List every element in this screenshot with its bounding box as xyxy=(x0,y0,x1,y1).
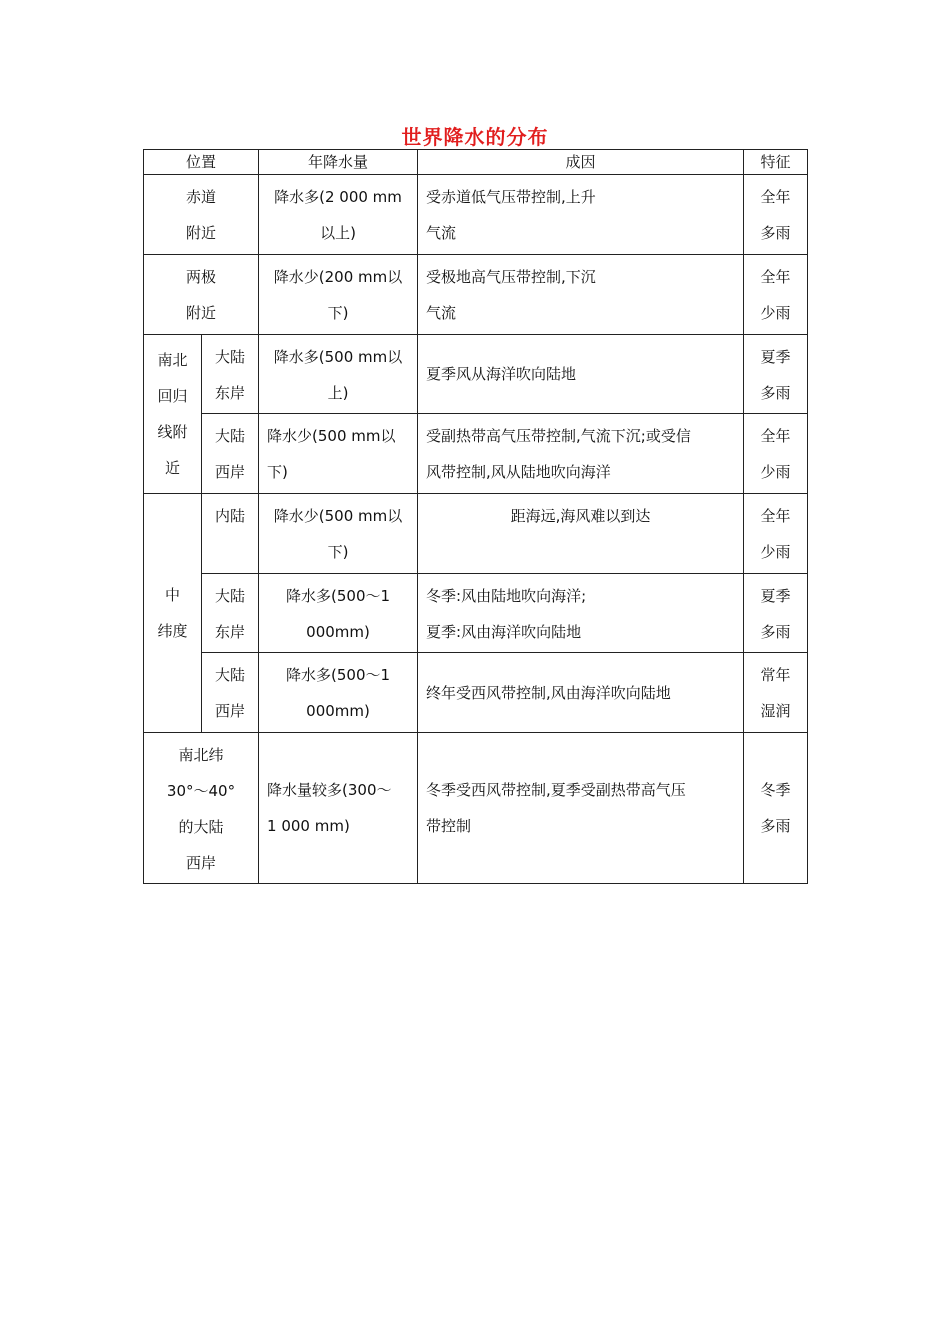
header-position: 位置 xyxy=(144,150,259,175)
cause-cell: 受赤道低气压带控制,上升 气流 xyxy=(418,175,744,255)
header-feature: 特征 xyxy=(744,150,808,175)
amount-cell: 降水多(2 000 mm 以上) xyxy=(259,175,418,255)
header-amount: 年降水量 xyxy=(259,150,418,175)
amount-cell: 降水少(500 mm以 下) xyxy=(259,414,418,494)
group-cell-tropics: 南北 回归 线附 近 xyxy=(144,335,202,494)
group-cell-midlat: 中 纬度 xyxy=(144,494,202,733)
table-row xyxy=(144,175,808,255)
cause-cell: 终年受西风带控制,风由海洋吹向陆地 xyxy=(418,653,744,733)
feature-cell: 全年 少雨 xyxy=(744,255,808,335)
position-cell: 大陆 西岸 xyxy=(202,653,259,733)
table-row xyxy=(144,574,808,653)
position-cell: 大陆 东岸 xyxy=(202,574,259,653)
position-cell: 大陆 西岸 xyxy=(202,414,259,494)
position-cell: 内陆 xyxy=(202,494,259,574)
feature-cell: 全年 少雨 xyxy=(744,494,808,574)
feature-cell: 夏季 多雨 xyxy=(744,335,808,414)
table-row xyxy=(144,494,808,574)
feature-cell: 冬季 多雨 xyxy=(744,733,808,884)
position-cell: 两极 附近 xyxy=(144,255,259,335)
amount-cell: 降水多(500～1 000mm) xyxy=(259,574,418,653)
amount-cell: 降水量较多(300～ 1 000 mm) xyxy=(259,733,418,884)
amount-cell: 降水少(500 mm以 下) xyxy=(259,494,418,574)
table-row xyxy=(144,255,808,335)
feature-cell: 常年 湿润 xyxy=(744,653,808,733)
table-row xyxy=(144,733,808,884)
cause-cell: 受极地高气压带控制,下沉 气流 xyxy=(418,255,744,335)
precipitation-table xyxy=(143,149,808,884)
position-cell: 赤道 附近 xyxy=(144,175,259,255)
document-title: 世界降水的分布 xyxy=(401,125,549,149)
header-cause: 成因 xyxy=(418,150,744,175)
feature-cell: 夏季 多雨 xyxy=(744,574,808,653)
cause-cell: 冬季受西风带控制,夏季受副热带高气压 带控制 xyxy=(418,733,744,884)
position-cell: 南北纬 30°～40° 的大陆 西岸 xyxy=(144,733,259,884)
position-cell: 大陆 东岸 xyxy=(202,335,259,414)
cause-cell: 冬季:风由陆地吹向海洋; 夏季:风由海洋吹向陆地 xyxy=(418,574,744,653)
amount-cell: 降水多(500 mm以 上) xyxy=(259,335,418,414)
amount-cell: 降水多(500～1 000mm) xyxy=(259,653,418,733)
table-header-row xyxy=(144,150,808,175)
cause-cell: 距海远,海风难以到达 xyxy=(418,494,744,574)
cause-cell: 夏季风从海洋吹向陆地 xyxy=(418,335,744,414)
cause-cell: 受副热带高气压带控制,气流下沉;或受信 风带控制,风从陆地吹向海洋 xyxy=(418,414,744,494)
table-row xyxy=(144,414,808,494)
table-row xyxy=(144,335,808,414)
feature-cell: 全年 少雨 xyxy=(744,414,808,494)
table-row xyxy=(144,653,808,733)
amount-cell: 降水少(200 mm以 下) xyxy=(259,255,418,335)
feature-cell: 全年 多雨 xyxy=(744,175,808,255)
